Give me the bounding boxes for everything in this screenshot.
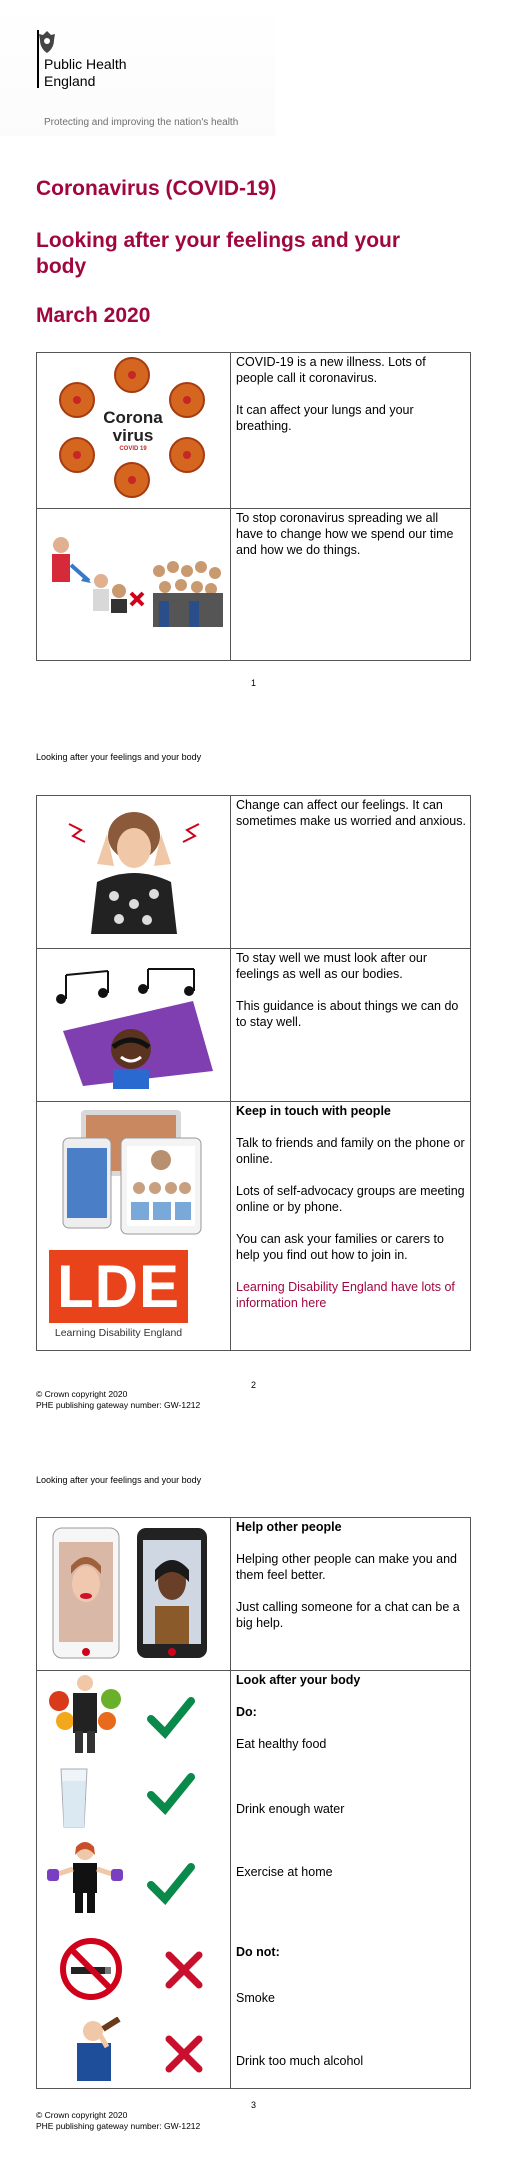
- video-call-image: [51, 1526, 216, 1661]
- page3-table: [36, 1517, 471, 2089]
- paragraph: It can affect your lungs and your breathing.: [236, 403, 414, 433]
- check-icon: [147, 1695, 195, 1739]
- drinking-alcohol-image: [63, 2017, 129, 2083]
- section-heading: Look after your body: [236, 1673, 361, 1687]
- music-listening-image: [43, 961, 223, 1091]
- table-row: [37, 796, 470, 948]
- paragraph: Change can affect our feelings. It can sometimes make us worried and anxious.: [236, 798, 466, 828]
- corona-label: [93, 409, 173, 453]
- table-row: [37, 1518, 470, 1670]
- paragraph: Lots of self-advocacy groups are meeting online or by phone.: [236, 1184, 465, 1214]
- subtitle-line-1: Looking after your feelings and your: [36, 229, 401, 252]
- corona-label-line1: Corona: [103, 408, 163, 427]
- cross-icon: [165, 1951, 203, 1989]
- gateway-number: PHE publishing gateway number: GW-1212: [36, 2121, 201, 2131]
- document-title: Coronavirus (COVID-19): [36, 177, 277, 200]
- copyright: [36, 1389, 200, 1411]
- worried-person-image: [59, 804, 209, 939]
- lde-logo-text: LDE: [57, 1253, 180, 1320]
- page2-table: [36, 795, 471, 1351]
- corona-label-line2: virus: [112, 426, 154, 445]
- organisation-name: [44, 56, 127, 90]
- row-text: [236, 354, 466, 450]
- subtitle-line-2: body: [36, 255, 87, 278]
- exercise-image: [45, 1839, 125, 1915]
- royal-crest-icon: [36, 30, 58, 54]
- paragraph: You can ask your families or carers to help you find out how to join in.: [236, 1232, 444, 1262]
- paragraph: Talk to friends and family on the phone or online.: [236, 1136, 465, 1166]
- table-row: [37, 353, 470, 508]
- do-label: Do:: [236, 1705, 257, 1719]
- row-text: [236, 510, 466, 574]
- copyright: [36, 2110, 200, 2132]
- cross-icon: [165, 2035, 203, 2073]
- copyright-line: © Crown copyright 2020: [36, 2110, 128, 2120]
- table-row: [37, 1670, 470, 2089]
- table-row: [37, 948, 470, 1101]
- no-smoking-icon: [59, 1937, 123, 2001]
- paragraph: To stay well we must look after our feelings as well as our bodies.: [236, 951, 428, 981]
- page1-table: [36, 352, 471, 661]
- page-number: 3: [251, 2100, 257, 2110]
- check-icon: [147, 1861, 195, 1905]
- org-line-1: Public Health: [44, 56, 127, 72]
- copyright-line: © Crown copyright 2020: [36, 1389, 128, 1399]
- section-heading: Keep in touch with people: [236, 1104, 391, 1118]
- check-icon: [147, 1771, 195, 1815]
- do-not-item: Drink too much alcohol: [236, 2054, 364, 2068]
- paragraph: To stop coronavirus spreading we all have to change how we spend our time and how we do things.: [236, 511, 454, 557]
- running-header: Looking after your feelings and your body: [36, 1475, 202, 1485]
- table-row: [37, 508, 470, 661]
- corona-label-line3: COVID 19: [119, 446, 147, 452]
- do-item: Eat healthy food: [236, 1737, 327, 1751]
- org-line-2: England: [44, 73, 96, 89]
- row-text: [236, 950, 466, 1046]
- paragraph: This guidance is about things we can do to stay well.: [236, 999, 459, 1029]
- document-subtitle: [36, 228, 400, 280]
- header-background: [0, 0, 275, 136]
- lde-info-link[interactable]: Learning Disability England have lots of information here: [236, 1280, 455, 1310]
- gateway-number: PHE publishing gateway number: GW-1212: [36, 1400, 201, 1410]
- logo-rule: [37, 30, 39, 88]
- running-header: Looking after your feelings and your body: [36, 752, 202, 762]
- lde-caption: Learning Disability England: [54, 1327, 183, 1339]
- paragraph: Helping other people can make you and them feel better.: [236, 1552, 457, 1582]
- lde-logo[interactable]: [49, 1250, 188, 1343]
- section-heading: Help other people: [236, 1520, 342, 1534]
- tagline: Protecting and improving the nation's health: [44, 117, 239, 128]
- document-date: March 2020: [36, 304, 151, 327]
- devices-image: [59, 1108, 209, 1236]
- do-not-item: Smoke: [236, 1991, 275, 2005]
- row-text: [236, 1519, 466, 1647]
- page-number: 1: [251, 678, 257, 688]
- page-number: 2: [251, 1380, 257, 1390]
- paragraph: Just calling someone for a chat can be a big help.: [236, 1600, 460, 1630]
- do-not-label: Do not:: [236, 1945, 280, 1959]
- row-text: [236, 797, 466, 845]
- glass-of-water-image: [59, 1767, 89, 1829]
- do-item: Exercise at home: [236, 1865, 333, 1879]
- table-row: [37, 1101, 470, 1351]
- row-text: [236, 1672, 466, 1688]
- people-spreading-illustration: [41, 529, 226, 644]
- do-item: Drink enough water: [236, 1802, 345, 1816]
- healthy-food-image: [45, 1673, 125, 1755]
- row-text: [236, 1103, 466, 1327]
- paragraph: COVID-19 is a new illness. Lots of people call it coronavirus.: [236, 355, 426, 385]
